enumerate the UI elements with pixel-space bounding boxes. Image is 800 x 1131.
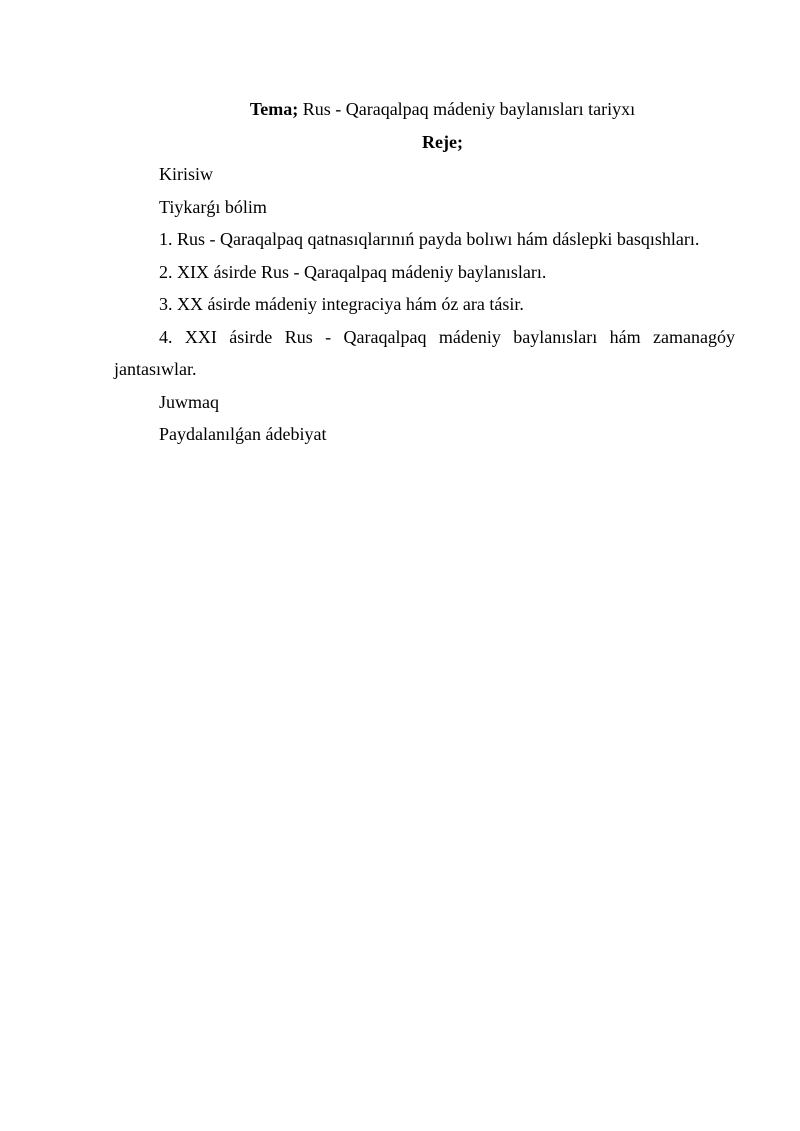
document-title	[114, 93, 735, 126]
plan-item-introduction: Kirisiw	[159, 164, 213, 184]
title-text: Rus - Qaraqalpaq mádeniy baylanısları tariyxı	[302, 99, 636, 119]
plan-item-main-part: Tiykarǵı bólim	[159, 196, 267, 217]
plan-item-references: Paydalanılǵan ádebiyat	[159, 424, 327, 444]
plan-item-4: 4. XXI ásirde Rus - Qaraqalpaq mádeniy baylanısları hám zamanagóy jantasıwlar.	[114, 326, 735, 379]
document-body	[114, 93, 735, 451]
plan-item-conclusion: Juwmaq	[159, 391, 219, 412]
plan-item-3: 3. XX ásirde mádeniy integraciya hám óz ara tásir.	[159, 294, 524, 314]
plan-heading: Reje;	[422, 131, 463, 152]
title-label: Tema;	[249, 99, 299, 119]
plan-item-2: 2. XIX ásirde Rus - Qaraqalpaq mádeniy baylanısları.	[159, 261, 547, 282]
plan-item-1: 1. Rus - Qaraqalpaq qatnasıqlarınıń payda bolıwı hám dáslepki basqıshları.	[159, 229, 700, 249]
